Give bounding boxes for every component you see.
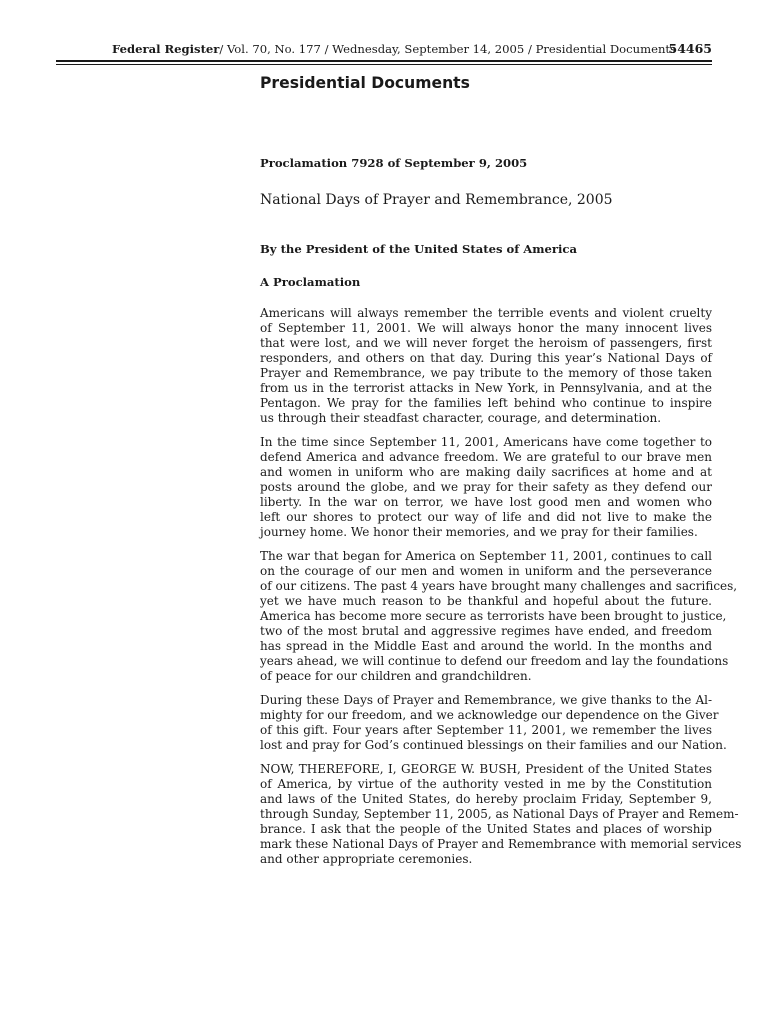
paragraph-2 — [260, 435, 712, 540]
text-line: responders, and others on that day. During this year’s National Days of — [260, 351, 712, 365]
text-line: of our citizens. The past 4 years have brought many challenges and sacrifices, — [260, 579, 738, 593]
text-line: of peace for our children and grandchildren. — [260, 669, 532, 683]
header-rule-thin — [56, 64, 712, 65]
issue-details: / Vol. 70, No. 177 / Wednesday, September 14, 2005 / Presidential Documents — [219, 42, 677, 56]
text-line: us through their steadfast character, courage, and determination. — [260, 411, 662, 425]
byline: By the President of the United States of America — [260, 242, 577, 256]
text-line: through Sunday, September 11, 2005, as National Days of Prayer and Remem- — [260, 807, 739, 821]
text-line: defend America and advance freedom. We are grateful to our brave men — [260, 450, 712, 464]
text-line: has spread in the Middle East and around the world. In the months and — [260, 639, 712, 653]
text-line: and other appropriate ceremonies. — [260, 852, 473, 866]
proclamation-title: National Days of Prayer and Remembrance, 2005 — [260, 192, 613, 208]
text-line: that were lost, and we will never forget the heroism of passengers, first — [260, 336, 712, 350]
text-line: two of the most brutal and aggressive regimes have ended, and freedom — [260, 624, 712, 638]
text-line: Americans will always remember the terrible events and violent cruelty — [260, 306, 712, 320]
proclamation-heading: A Proclamation — [260, 275, 361, 289]
text-line: of September 11, 2001. We will always honor the many innocent lives — [260, 321, 712, 335]
paragraph-5 — [260, 762, 742, 867]
section-title: Presidential Documents — [260, 74, 470, 92]
text-line: In the time since September 11, 2001, Americans have come together to — [260, 435, 712, 449]
proclamation-number: Proclamation 7928 of September 9, 2005 — [260, 156, 528, 170]
text-line: of America, by virtue of the authority vested in me by the Constitution — [260, 777, 712, 791]
running-head — [112, 40, 712, 58]
text-line: of this gift. Four years after September 11, 2001, we remember the lives — [260, 723, 712, 737]
text-line: America has become more secure as terrorists have been brought to justice, — [260, 609, 727, 623]
publication-name: Federal Register — [112, 42, 220, 56]
text-line: During these Days of Prayer and Remembrance, we give thanks to the Al- — [260, 693, 712, 707]
text-line: The war that began for America on September 11, 2001, continues to call — [260, 549, 712, 563]
text-line: Pentagon. We pray for the families left behind who continue to inspire — [260, 396, 712, 410]
text-line: yet we have much reason to be thankful and hopeful about the future. — [260, 594, 712, 608]
text-line: and laws of the United States, do hereby proclaim Friday, September 9, — [260, 792, 712, 806]
paragraph-3 — [260, 549, 738, 684]
paragraph-1 — [260, 306, 712, 426]
text-line: mark these National Days of Prayer and Remembrance with memorial services — [260, 837, 742, 851]
text-line: journey home. We honor their memories, and we pray for their families. — [260, 525, 698, 539]
text-line: on the courage of our men and women in uniform and the perseverance — [260, 564, 712, 578]
text-line: from us in the terrorist attacks in New York, in Pennsylvania, and at the — [260, 381, 712, 395]
text-line: mighty for our freedom, and we acknowledge our dependence on the Giver — [260, 708, 719, 722]
text-line: left our shores to protect our way of life and did not live to make the — [260, 510, 712, 524]
text-line: posts around the globe, and we pray for their safety as they defend our — [260, 480, 712, 494]
header-rule-thick — [56, 60, 712, 62]
text-line: years ahead, we will continue to defend our freedom and lay the foundations — [260, 654, 729, 668]
text-line: and women in uniform who are making daily sacrifices at home and at — [260, 465, 712, 479]
text-line: NOW, THEREFORE, I, GEORGE W. BUSH, President of the United States — [260, 762, 712, 776]
text-line: brance. I ask that the people of the United States and places of worship — [260, 822, 712, 836]
text-line: lost and pray for God’s continued blessings on their families and our Nation. — [260, 738, 727, 752]
paragraph-4 — [260, 693, 727, 753]
proclamation-body — [260, 306, 742, 876]
page-number: 54465 — [668, 41, 712, 56]
text-line: Prayer and Remembrance, we pay tribute to the memory of those taken — [260, 366, 712, 380]
text-line: liberty. In the war on terror, we have lost good men and women who — [260, 495, 712, 509]
